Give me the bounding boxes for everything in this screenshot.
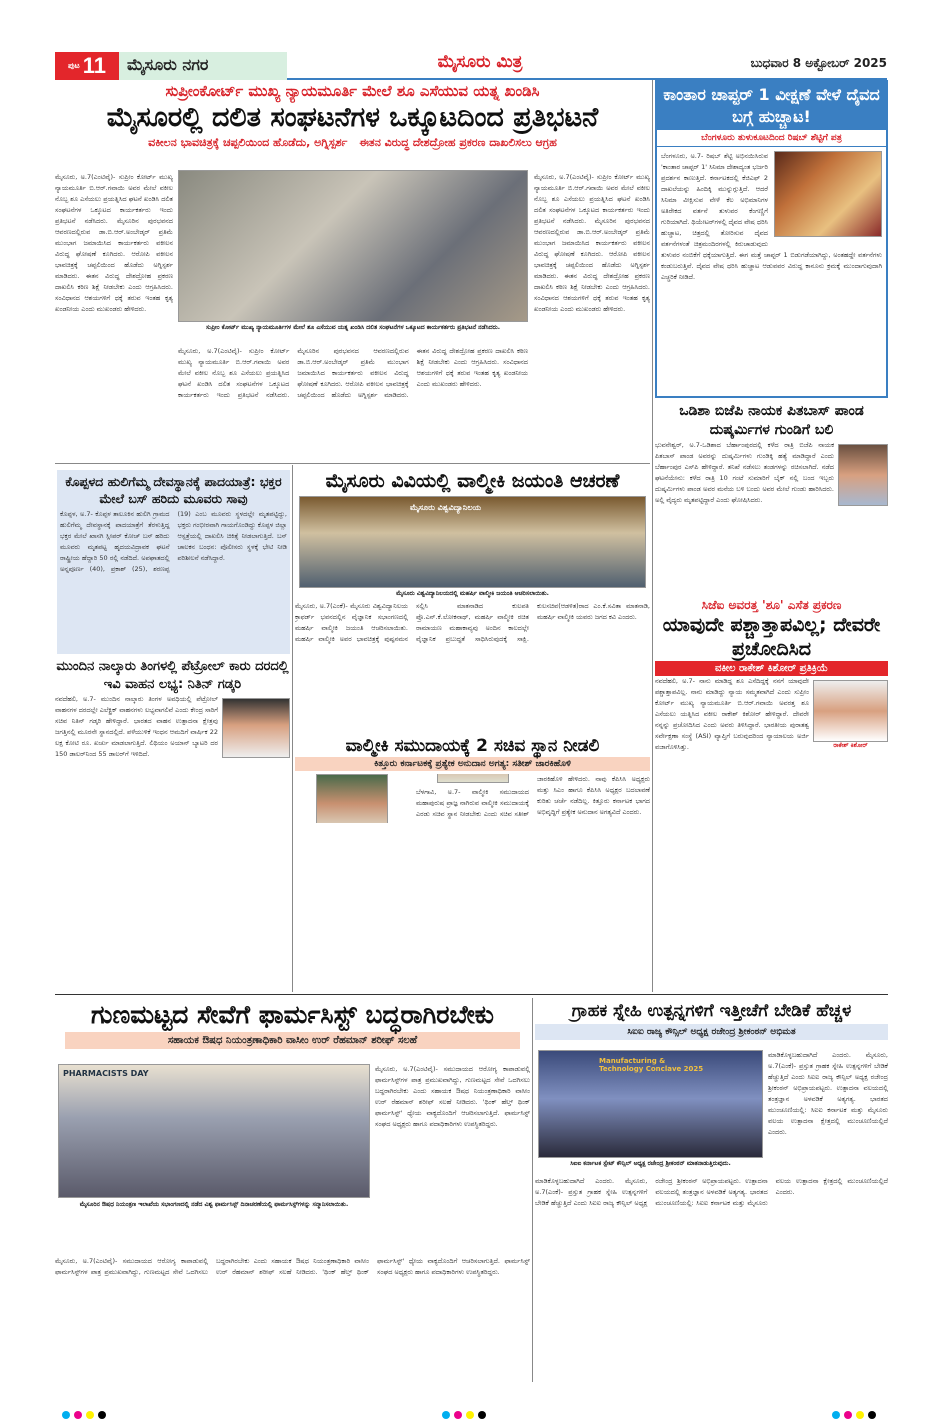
pharmacist-body: ಮೈಸೂರು, ಅ.7(ಎಂಟಿವೈ)- ಸಮುದಾಯದ ಆರೋಗ್ಯ ಕಾಪಾಡುವಲ್ಲಿ ಫಾರ್ಮಸಿಸ್ಟ್‌ಗಳ ಪಾತ್ರ ಪ್ರಮುಖವಾಗಿದ್ದು, ಗುಣಮಟ್ಟದ ಸೇವೆ ಒದಗಿಸಲು ಬದ್ಧರಾಗಿರಬೇಕು ಎಂದು ಸಹಾಯಕ ಔಷಧ ನಿಯಂತ್ರಣಾಧಿಕಾರಿ ವಾಸೀಂ ಉರ್ ರೆಹಮಾನ್ ಶರೀಫ್ ಸಲಹೆ ನೀಡಿದರು. 'ಥಿಂಕ್ ಹೆಲ್ತ್ ಥಿಂಕ್ ಫಾರ್ಮಸಿಸ್ಟ್' ಧ್ಯೇಯ ವಾಕ್ಯದೊಂದಿಗೆ ಆಚರಿಸಲಾಗುತ್ತಿದೆ. ಫಾರ್ಮಸಿಸ್ಟ್ ಸಂಘದ ಅಧ್ಯಕ್ಷರು ಹಾಗೂ ಪದಾಧಿಕಾರಿಗಳು ಉಪಸ್ಥಿತರಿದ್ದರು.	[55, 1257, 530, 1276]
walmiki-samudaya-headline: ವಾಲ್ಮೀಕಿ ಸಮುದಾಯಕ್ಕೆ 2 ಸಚಿವ ಸ್ಥಾನ ನೀಡಲಿ	[345, 736, 600, 756]
pharmacist-headline: ಗುಣಮಟ್ಟದ ಸೇವೆಗೆ ಫಾರ್ಮಸಿಸ್ಟ್ ಬದ್ಧರಾಗಿರಬೇಕು	[91, 1000, 494, 1029]
consumer-body-right: ಮಾಡಿಕೊಳ್ಳಬಹುದಾಗಿದೆ ಎಂದರು. ಮೈಸೂರು, ಅ.7(ಎಂಕೆ)- ಪ್ರಸ್ತುತ ಗ್ರಾಹಕ ಸ್ನೇಹಿ ಉತ್ಪನ್ನಗಳಿಗೆ ಬೇಡಿಕೆ ಹೆಚ್ಚುತ್ತಿದೆ ಎಂದು ಸಿಐಐ ರಾಜ್ಯ ಕೌನ್ಸಿಲ್ ಅಧ್ಯಕ್ಷ ರಜೇಂದ್ರ ಶ್ರೀಕಂಠನ್ ಅಭಿಪ್ರಾಯಪಟ್ಟರು. ಉತ್ಪಾದನಾ ವಲಯದಲ್ಲಿ ತಂತ್ರಜ್ಞಾನ ಅಳವಡಿಕೆ ಅತ್ಯಗತ್ಯ. ಭಾರತದ ಮುಂಚೂಣಿಯಲ್ಲಿ: ಸಿಐಐ ಕರ್ನಾಟಕ ಮತ್ತು ಮೈಸೂರು ವಲಯ ಉತ್ಪಾದನಾ ಕ್ಷೇತ್ರದಲ್ಲಿ ಮುಂಚೂಣಿಯಲ್ಲಿದೆ ಎಂದರು.	[768, 1051, 888, 1136]
walmiki-uni-body: ಮೈಸೂರು, ಅ.7(ಎಂಕೆ)- ಮೈಸೂರು ವಿಶ್ವವಿದ್ಯಾನಿಲಯ ಕ್ರಾಫರ್ಡ್ ಭವನದಲ್ಲಿನ ವೈಜ್ಞಾನಿಕ ಸಭಾಂಗಣದಲ್ಲಿ ಮಹರ್ಷಿ ವಾಲ್ಮೀಕಿ ಜಯಂತಿ ಆಚರಿಸಲಾಯಿತು. ಮಹರ್ಷಿ ವಾಲ್ಮೀಕಿ ಅವರ ಭಾವಚಿತ್ರಕ್ಕೆ ಪುಷ್ಪನಮನ ಸಲ್ಲಿಸಿ ಮಾತನಾಡಿದ ಕುಲಪತಿ ಪ್ರೊ.ಎನ್.ಕೆ.ಲೋಕನಾಥ್, ಮಹರ್ಷಿ ವಾಲ್ಮೀಕಿ ರಚಿತ ರಾಮಾಯಣ ಮಹಾಕಾವ್ಯವು ಅಂದಿನ ಕಾಲದಲ್ಲೇ ವೈಜ್ಞಾನಿಕ ಪ್ರಬುದ್ಧತೆ ಸಾಧಿಸಿರುವುದಕ್ಕೆ ಸಾಕ್ಷಿ. ಕುಲಸಚಿವ(ಆಡಳಿತ)ರಾದ ಎಂ.ಕೆ.ಸವಿತಾ ಮಾತನಾಡಿ, ಮಹರ್ಷಿ ವಾಲ್ಮೀಕಿ ಯವರು ಜಗದ ಕವಿ ಎಂದರು.	[295, 602, 650, 643]
koppal-box	[57, 470, 290, 654]
cii-conclave-photo	[538, 1050, 763, 1158]
lead-body-right: ಮೈಸೂರು, ಅ.7(ಎಂಟಿವೈ)- ಸುಪ್ರೀಂ ಕೋರ್ಟ್ ಮುಖ್ಯ ನ್ಯಾಯಮೂರ್ತಿ ಬಿ.ಆರ್.ಗವಾಯಿ ಅವರ ಮೇಲೆ ವಕೀಲ ನೊಬ್ಬ ಶೂ ಎಸೆಯಲು ಪ್ರಯತ್ನಿಸಿದ ಘಟನೆ ಖಂಡಿಸಿ ದಲಿತ ಸಂಘಟನೆಗಳ ಒಕ್ಕೂಟದ ಕಾರ್ಯಕರ್ತರು ಇಂದು ಪ್ರತಿಭಟನೆ ನಡೆಸಿದರು. ಮೈಸೂರಿನ ಪುರಭವನದ ಆವರಣದಲ್ಲಿರುವ ಡಾ.ಬಿ.ಆರ್.ಅಂಬೇಡ್ಕರ್ ಪ್ರತಿಮೆ ಮುಂಭಾಗ ಜಮಾಯಿಸಿದ ಕಾರ್ಯಕರ್ತರು ವಕೀಲನ ವಿರುದ್ಧ ಘೋಷಣೆ ಕೂಗಿದರು. ಆರೋಪಿ ವಕೀಲನ ಭಾವಚಿತ್ರಕ್ಕೆ ಚಪ್ಪಲಿಯಿಂದ ಹೊಡೆದು ಅಗ್ನಿಸ್ಪರ್ಶ ಮಾಡಿದರು. ಈತನ ವಿರುದ್ಧ ದೇಶದ್ರೋಹ ಪ್ರಕರಣ ದಾಖಲಿಸಿ ಕಠಿಣ ಶಿಕ್ಷೆ ನೀಡಬೇಕು ಎಂದು ಆಗ್ರಹಿಸಿದರು. ಸಂವಿಧಾನದ ಆಶಯಗಳಿಗೆ ಧಕ್ಕೆ ತರುವ ಇಂತಹ ಕೃತ್ಯ ಖಂಡನೀಯ ಎಂದು ಮುಖಂಡರು ಹೇಳಿದರು.	[534, 173, 650, 313]
consumer-caption: ಸಿಐಐ ಕರ್ನಾಟಕ ಸ್ಟೇಟ್ ಕೌನ್ಸಿಲ್ ಅಧ್ಯಕ್ಷ ರಜೇಂದ್ರ ಶ್ರೀಕಂಠನ್ ಮಾತನಾಡುತ್ತಿರುವುದು.	[570, 1160, 731, 1167]
pharmacist-story	[55, 998, 530, 1276]
walmiki-university-story	[295, 468, 650, 719]
rakesh-kishore-photo	[813, 680, 888, 742]
consumer-story	[535, 998, 888, 1207]
cji-subhead: ವಕೀಲ ರಾಕೇಶ್ ಕಿಶೋರ್ ಪ್ರತಿಕ್ರಿಯೆ	[655, 661, 888, 676]
color-registration-marks	[440, 1404, 488, 1423]
gadkari-headline: ಮುಂದಿನ ನಾಲ್ಕಾರು ತಿಂಗಳಲ್ಲಿ ಪೆಟ್ರೋಲ್ ಕಾರು ದರದಲ್ಲಿ ಇವಿ ವಾಹನ ಲಭ್ಯ: ನಿತಿನ್ ಗಡ್ಕರಿ	[56, 659, 289, 692]
nitin-gadkari-photo	[222, 698, 290, 758]
issue-date: ಬುಧವಾರ 8 ಅಕ್ಟೋಬರ್ 2025	[750, 56, 887, 70]
color-registration-marks	[830, 1404, 878, 1423]
lead-bullet-2: ಈತನ ವಿರುದ್ಧ ದೇಶದ್ರೋಹ ಪ್ರಕರಣ ದಾಖಲಿಸಲು ಆಗ್ರಹ	[359, 136, 557, 149]
cji-headline: ಯಾವುದೇ ಪಶ್ಚಾತ್ತಾಪವಿಲ್ಲ; ದೇವರೇ ಪ್ರಚೋದಿಸಿದ	[662, 614, 881, 660]
photo-banner: Manufacturing & Technology Conclave 2025	[599, 1057, 704, 1073]
odisha-body: ಭುವನೇಶ್ವರ್, ಅ.7-ಒಡಿಶಾದ ಬೆರ್ಹಾಂಪುರದಲ್ಲಿ ಕಳೆದ ರಾತ್ರಿ ಬಿಜೆಪಿ ನಾಯಕ ಪಿತಬಾಸ್ ಪಾಂಡ ಅವರನ್ನು ದುಷ್ಕರ್ಮಿಗಳು ಗುಂಡಿಕ್ಕಿ ಹತ್ಯೆ ಮಾಡಿದ್ದಾರೆ ಎಂದು ಬೆರ್ಹಾಂಪುರ ಎಸ್‌ಪಿ ಹೇಳಿದ್ದಾರೆ. ತನಿಖೆ ನಡೆಸಲು ತಂಡಗಳನ್ನು ರಚಿಸಲಾಗಿದೆ. ನಡೆದ ಘಟನೆಯೇನು: ಕಳೆದ ರಾತ್ರಿ 10 ಗಂಟೆ ಸುಮಾರಿಗೆ ಬೈಕ್ ನಲ್ಲಿ ಬಂದ ಇಬ್ಬರು ದುಷ್ಕರ್ಮಿಗಳು ಪಾಂಡ ಅವರ ಮನೆಯ ಬಳಿ ಬಂದು ಅವರ ಮೇಲೆ ಗುಂಡು ಹಾರಿಸಿದರು. ಅಲ್ಲಿ ವೈದ್ಯರು ಮೃತಪಟ್ಟಿದ್ದಾರೆ ಎಂದು ಘೋಷಿಸಿದರು.	[655, 441, 834, 504]
photo-name: ರಾಕೇಶ್ ಕಿಶೋರ್	[833, 742, 868, 749]
walmiki-uni-photo	[299, 496, 646, 588]
kantara-subhead: ಬೆಂಗಳೂರು ತುಳುಕೂಟದಿಂದ ರಿಷಬ್ ಶೆಟ್ಟಿಗೆ ಪತ್ರ	[657, 130, 886, 147]
consumer-headline: ಗ್ರಾಹಕ ಸ್ನೇಹಿ ಉತ್ಪನ್ನಗಳಿಗೆ ಇತ್ತೀಚೆಗೆ ಬೇಡಿಕೆ ಹೆಚ್ಚಳ	[571, 1001, 852, 1021]
walmiki-samudaya-body: ಬೆಳಗಾವಿ, ಅ.7- ವಾಲ್ಮೀಕಿ ಸಮುದಾಯದ ಮಹಾಪುರುಷ ಪ್ರಾಜ್ಞ ನಾಗಿರುವ ವಾಲ್ಮೀಕಿ ಸಮುದಾಯಕ್ಕೆ ಎರಡು ಸಚಿವ ಸ್ಥಾನ ನೀಡಬೇಕು ಎಂದು ಸಚಿವ ಸತೀಶ್ ಜಾರಕಿಹೊಳಿ ಹೇಳಿದರು. ನಾವು ಕೆಪಿಸಿಸಿ ಅಧ್ಯಕ್ಷರು ಮತ್ತು ಸಿಎಂ ಹಾಗೂ ಕೆಪಿಸಿಸಿ ಅಧ್ಯಕ್ಷರ ಬದಲಾವಣೆ ಕುರಿತು ಚರ್ಚೆ ನಡೆದಿಲ್ಲ. ಕಿತ್ತೂರು ಕರ್ನಾಟಕ ಭಾಗದ ಅಭಿವೃದ್ಧಿಗೆ ಪ್ರತ್ಯೇಕ ಅನುದಾನ ಅಗತ್ಯವಿದೆ ಎಂದರು.	[416, 775, 650, 819]
column-divider	[532, 998, 533, 1382]
kantara-box	[655, 80, 888, 398]
lead-body-mid: ಮೈಸೂರು, ಅ.7(ಎಂಟಿವೈ)- ಸುಪ್ರೀಂ ಕೋರ್ಟ್ ಮುಖ್ಯ ನ್ಯಾಯಮೂರ್ತಿ ಬಿ.ಆರ್.ಗವಾಯಿ ಅವರ ಮೇಲೆ ವಕೀಲ ನೊಬ್ಬ ಶೂ ಎಸೆಯಲು ಪ್ರಯತ್ನಿಸಿದ ಘಟನೆ ಖಂಡಿಸಿ ದಲಿತ ಸಂಘಟನೆಗಳ ಒಕ್ಕೂಟದ ಕಾರ್ಯಕರ್ತರು ಇಂದು ಪ್ರತಿಭಟನೆ ನಡೆಸಿದರು. ಮೈಸೂರಿನ ಪುರಭವನದ ಆವರಣದಲ್ಲಿರುವ ಡಾ.ಬಿ.ಆರ್.ಅಂಬೇಡ್ಕರ್ ಪ್ರತಿಮೆ ಮುಂಭಾಗ ಜಮಾಯಿಸಿದ ಕಾರ್ಯಕರ್ತರು ವಕೀಲನ ವಿರುದ್ಧ ಘೋಷಣೆ ಕೂಗಿದರು. ಆರೋಪಿ ವಕೀಲನ ಭಾವಚಿತ್ರಕ್ಕೆ ಚಪ್ಪಲಿಯಿಂದ ಹೊಡೆದು ಅಗ್ನಿಸ್ಪರ್ಶ ಮಾಡಿದರು. ಈತನ ವಿರುದ್ಧ ದೇಶದ್ರೋಹ ಪ್ರಕರಣ ದಾಖಲಿಸಿ ಕಠಿಣ ಶಿಕ್ಷೆ ನೀಡಬೇಕು ಎಂದು ಆಗ್ರಹಿಸಿದರು. ಸಂವಿಧಾನದ ಆಶಯಗಳಿಗೆ ಧಕ್ಕೆ ತರುವ ಇಂತಹ ಕೃತ್ಯ ಖಂಡನೀಯ ಎಂದು ಮುಖಂಡರು ಹೇಳಿದರು.	[178, 347, 528, 399]
odisha-story	[655, 402, 888, 580]
walmiki-samudaya-story	[295, 735, 650, 996]
photo-banner: PHARMACISTS DAY	[63, 1069, 149, 1078]
koppal-body: ಕೊಪ್ಪಳ, ಅ.7- ಕೊಪ್ಪಳ ತಾಲೂಕಿನ ಹುಲಿಗಿ ಗ್ರಾಮದ ಹುಲಿಗೆಮ್ಮ ದೇವಸ್ಥಾನಕ್ಕೆ ಪಾದಯಾತ್ರೆಗೆ ತೆರಳುತ್ತಿದ್ದ ಭಕ್ತರ ಮೇಲೆ ಖಾಸಗಿ ಸ್ಲೀಪರ್ ಕೋಚ್ ಬಸ್ ಹರಿದು ಮೂವರು ಮೃತಪಟ್ಟ ಹೃದಯವಿದ್ರಾವಕ ಘಟನೆ ರಾಷ್ಟ್ರೀಯ ಹೆದ್ದಾರಿ 50 ರಲ್ಲಿ ನಡೆದಿದೆ. ಅಪಘಾತದಲ್ಲಿ ಅನ್ನಪೂರ್ಣ (40), ಪ್ರಕಾಶ್ (25), ಶರಣಪ್ಪ (19) ಎಂಬ ಮೂವರು ಸ್ಥಳದಲ್ಲೇ ಮೃತಪಟ್ಟಿದ್ದು, ಭಕ್ತರು ಗಂಭೀರವಾಗಿ ಗಾಯಗೊಂಡಿದ್ದು ಕೊಪ್ಪಳ ಜಿಲ್ಲಾ ಆಸ್ಪತ್ರೆಯಲ್ಲಿ ದಾಖಲಿಸಿ ಚಿಕಿತ್ಸೆ ನೀಡಲಾಗುತ್ತಿದೆ. ಬಸ್ ಚಾಲಕನ ಬಂಧನ: ಪೊಲೀಸರು ಸ್ಥಳಕ್ಕೆ ಭೇಟಿ ನೀಡಿ ಪರಿಶೀಲನೆ ನಡೆಸಿದ್ದಾರೆ.	[60, 510, 287, 573]
masthead-logo: ಮೈಸೂರು ಮಿತ್ರ	[437, 52, 523, 72]
lead-headline: ಮೈಸೂರಲ್ಲಿ ದಲಿತ ಸಂಘಟನೆಗಳ ಒಕ್ಕೂಟದಿಂದ ಪ್ರತಿಭಟನೆ	[106, 102, 599, 133]
kantara-headline: ಕಾಂತಾರ ಚಾಪ್ಟರ್ 1 ವೀಕ್ಷಣೆ ವೇಳೆ ದೈವದ ಬಗ್ಗೆ ಹುಚ್ಚಾಟ!	[657, 82, 886, 130]
odisha-headline: ಒಡಿಶಾ ಬಿಜೆಪಿ ನಾಯಕ ಪಿತಬಾಸ್ ಪಾಂಡ ದುಷ್ಕರ್ಮಿಗಳ ಗುಂಡಿಗೆ ಬಲಿ	[679, 403, 864, 438]
lead-subheads	[55, 136, 650, 150]
kantara-daiva-photo	[774, 151, 882, 237]
walmiki-uni-headline: ಮೈಸೂರು ವಿವಿಯಲ್ಲಿ ವಾಲ್ಮೀಕಿ ಜಯಂತಿ ಆಚರಣೆ	[325, 470, 620, 492]
page-number-badge	[55, 52, 119, 80]
kantara-body: ಬೆಂಗಳೂರು, ಅ.7- ರಿಷಬ್ ಶೆಟ್ಟಿ ಅಭಿನಯಿಸಿರುವ 'ಕಾಂತಾರ ಚಾಪ್ಟರ್ 1' ಸಿನಿಮಾ ದೇಶಾದ್ಯಂತ ಭರ್ಜರಿ ಪ್ರದರ್ಶನ ಕಾಣುತ್ತಿದೆ. ಕರ್ನಾಟಕದಲ್ಲಿ ಕೆಜಿಎಫ್ 2 ದಾಖಲೆಯನ್ನು ಹಿಂದಿಕ್ಕಿ ಮುನ್ನುಗ್ಗುತ್ತಿದೆ. ಆದರೆ ಸಿನಿಮಾ ವೀಕ್ಷಿಸುವ ವೇಳೆ ಕೆಲ ಅಭಿಮಾನಿಗಳ ಅತಿರೇಕದ ವರ್ತನೆ ತುಳುವರ ಕೆಂಗಣ್ಣಿಗೆ ಗುರಿಯಾಗಿದೆ. ಥಿಯೇಟರ್‌ಗಳಲ್ಲಿ ದೈವದ ವೇಷ ಧರಿಸಿ ಹುಚ್ಚಾಟ, ಚಿತ್ರದಲ್ಲಿ ತೋರಿಸುವ ದೈವದ ವರ್ತನೆಗಳಂತೆ ಚಿತ್ರಮಂದಿರಗಳಲ್ಲಿ ಕಿರುಚಾಡುವುದು ತುಳುವರ ನಂಬಿಕೆಗೆ ಧಕ್ಕೆಯಾಗುತ್ತಿದೆ. ಈಗ ಮತ್ತೆ ಚಾಪ್ಟರ್ 1 ಬಿಡುಗಡೆಯಾಗಿದ್ದು, ಅಂತಹದ್ದೇ ವರ್ತನೆಗಳು ಕಂಡುಬರುತ್ತಿವೆ. ದೈವದ ವೇಷ ಧರಿಸಿ ಹುಚ್ಚಾಟ ಆಡುವವರ ವಿರುದ್ಧ ಕಾನೂನು ಕ್ರಮಕ್ಕೆ ಮುಂದಾಗುವುದಾಗಿ ಎಚ್ಚರಿಕೆ ನೀಡಿದೆ.	[661, 152, 882, 281]
pharmacist-day-photo	[58, 1064, 370, 1198]
divider	[55, 463, 650, 464]
lead-kicker: ಸುಪ್ರೀಂಕೋರ್ಟ್ ಮುಖ್ಯ ನ್ಯಾಯಮೂರ್ತಿ ಮೇಲೆ ಶೂ ಎಸೆಯುವ ಯತ್ನ ಖಂಡಿಸಿ	[165, 82, 540, 100]
photo-sign: ಮೈಸೂರು ವಿಶ್ವವಿದ್ಯಾನಿಲಯ	[410, 503, 482, 512]
lead-protest-photo	[178, 170, 528, 322]
color-registration-marks	[60, 1404, 108, 1423]
gadkari-story	[55, 658, 290, 984]
lead-body-left: ಮೈಸೂರು, ಅ.7(ಎಂಟಿವೈ)- ಸುಪ್ರೀಂ ಕೋರ್ಟ್ ಮುಖ್ಯ ನ್ಯಾಯಮೂರ್ತಿ ಬಿ.ಆರ್.ಗವಾಯಿ ಅವರ ಮೇಲೆ ವಕೀಲ ನೊಬ್ಬ ಶೂ ಎಸೆಯಲು ಪ್ರಯತ್ನಿಸಿದ ಘಟನೆ ಖಂಡಿಸಿ ದಲಿತ ಸಂಘಟನೆಗಳ ಒಕ್ಕೂಟದ ಕಾರ್ಯಕರ್ತರು ಇಂದು ಪ್ರತಿಭಟನೆ ನಡೆಸಿದರು. ಮೈಸೂರಿನ ಪುರಭವನದ ಆವರಣದಲ್ಲಿರುವ ಡಾ.ಬಿ.ಆರ್.ಅಂಬೇಡ್ಕರ್ ಪ್ರತಿಮೆ ಮುಂಭಾಗ ಜಮಾಯಿಸಿದ ಕಾರ್ಯಕರ್ತರು ವಕೀಲನ ವಿರುದ್ಧ ಘೋಷಣೆ ಕೂಗಿದರು. ಆರೋಪಿ ವಕೀಲನ ಭಾವಚಿತ್ರಕ್ಕೆ ಚಪ್ಪಲಿಯಿಂದ ಹೊಡೆದು ಅಗ್ನಿಸ್ಪರ್ಶ ಮಾಡಿದರು. ಈತನ ವಿರುದ್ಧ ದೇಶದ್ರೋಹ ಪ್ರಕರಣ ದಾಖಲಿಸಿ ಕಠಿಣ ಶಿಕ್ಷೆ ನೀಡಬೇಕು ಎಂದು ಆಗ್ರಹಿಸಿದರು. ಸಂವಿಧಾನದ ಆಶಯಗಳಿಗೆ ಧಕ್ಕೆ ತರುವ ಇಂತಹ ಕೃತ್ಯ ಖಂಡನೀಯ ಎಂದು ಮುಖಂಡರು ಹೇಳಿದರು.	[55, 173, 173, 313]
column-divider	[652, 80, 653, 992]
lead-photo-caption: ಸುಪ್ರೀಂ ಕೋರ್ಟ್ ಮುಖ್ಯ ನ್ಯಾಯಮೂರ್ತಿಗಳ ಮೇಲೆ ಶೂ ಎಸೆಯುವ ಯತ್ನ ಖಂಡಿಸಿ ದಲಿತ ಸಂಘಟನೆಗಳ ಒಕ್ಕೂಟದ ಕಾರ್ಯಕರ್ತರು ಪ್ರತಿಭಟನೆ ನಡೆಸಿದರು.	[205, 324, 501, 331]
cji-body: ನವದೆಹಲಿ, ಅ.7- ನಾನು ಮಾಡಿದ್ದ ಶೂ ಎಸೆದಿದ್ದಕ್ಕೆ ನನಗೆ ಯಾವುದೇ ಪಶ್ಚಾತ್ತಾಪವಿಲ್ಲ. ನಾನು ಮಾಡಿದ್ದು ನ್ಯಾಯ ಸಮ್ಮತವಾಗಿದೆ ಎಂದು ಸುಪ್ರೀಂ ಕೋರ್ಟ್ ಮುಖ್ಯ ನ್ಯಾಯಮೂರ್ತಿ ಬಿ.ಆರ್.ಗವಾಯಿ ಅವರತ್ತ ಶೂ ಎಸೆಯಲು ಯತ್ನಿಸಿದ ವಕೀಲ ರಾಕೇಶ್ ಕಿಶೋರ್ ಹೇಳಿದ್ದಾರೆ. ದೇವರೇ ನನ್ನನ್ನು ಪ್ರಚೋದಿಸಿದ ಎಂದು ಅವರು ತಿಳಿಸಿದ್ದಾರೆ. ಭಾರತೀಯ ಪುರಾತತ್ವ ಸರ್ವೇಕ್ಷಣಾ ಸಂಸ್ಥೆ (ASI) ವ್ಯಾಪ್ತಿಗೆ ಬರುವುದರಿಂದ ನ್ಯಾಯಾಲಯ ಅರ್ಜಿ ವಜಾಗೊಳಿಸಿತ್ತು.	[655, 677, 809, 751]
consumer-body: ಮಾಡಿಕೊಳ್ಳಬಹುದಾಗಿದೆ ಎಂದರು. ಮೈಸೂರು, ಅ.7(ಎಂಕೆ)- ಪ್ರಸ್ತುತ ಗ್ರಾಹಕ ಸ್ನೇಹಿ ಉತ್ಪನ್ನಗಳಿಗೆ ಬೇಡಿಕೆ ಹೆಚ್ಚುತ್ತಿದೆ ಎಂದು ಸಿಐಐ ರಾಜ್ಯ ಕೌನ್ಸಿಲ್ ಅಧ್ಯಕ್ಷ ರಜೇಂದ್ರ ಶ್ರೀಕಂಠನ್ ಅಭಿಪ್ರಾಯಪಟ್ಟರು. ಉತ್ಪಾದನಾ ವಲಯದಲ್ಲಿ ತಂತ್ರಜ್ಞಾನ ಅಳವಡಿಕೆ ಅತ್ಯಗತ್ಯ. ಭಾರತದ ಮುಂಚೂಣಿಯಲ್ಲಿ: ಸಿಐಐ ಕರ್ನಾಟಕ ಮತ್ತು ಮೈಸೂರು ವಲಯ ಉತ್ಪಾದನಾ ಕ್ಷೇತ್ರದಲ್ಲಿ ಮುಂಚೂಣಿಯಲ್ಲಿದೆ ಎಂದರು.	[535, 1177, 888, 1207]
gadkari-body: ನವದೆಹಲಿ, ಅ.7- ಮುಂದಿನ ನಾಲ್ಕಾರು ತಿಂಗಳ ಅವಧಿಯಲ್ಲಿ ಪೆಟ್ರೋಲ್ ವಾಹನಗಳ ದರದಲ್ಲೇ ಎಲೆಕ್ಟ್ರಿಕ್ ವಾಹನಗಳು ಲಭ್ಯವಾಗಲಿವೆ ಎಂದು ಕೇಂದ್ರ ಸಾರಿಗೆ ಸಚಿವ ನಿತಿನ್ ಗಡ್ಕರಿ ಹೇಳಿದ್ದಾರೆ. ಭಾರತದ ವಾಹನ ಉತ್ಪಾದನಾ ಕ್ಷೇತ್ರವು ಜಗತ್ತಿನಲ್ಲಿ ಮೂರನೇ ಸ್ಥಾನದಲ್ಲಿದೆ. ಪಳೆಯುಳಿಕೆ ಇಂಧನ ಆಮದಿಗೆ ವಾರ್ಷಿಕ 22 ಲಕ್ಷ ಕೋಟಿ ರೂ. ಖರ್ಚು ಮಾಡಲಾಗುತ್ತಿದೆ. ಲಿಥಿಯಂ ಅಯಾನ್ ಬ್ಯಾಟರಿ ದರ 150 ಡಾಲರ್‌ನಿಂದ 55 ಡಾಲರ್‌ಗೆ ಇಳಿದಿದೆ.	[55, 695, 218, 758]
pharmacist-caption: ಮೈಸೂರಿನ ಔಷಧ ನಿಯಂತ್ರಣ ಇಲಾಖೆಯ ಸಭಾಂಗಣದಲ್ಲಿ ನಡೆದ ವಿಶ್ವ ಫಾರ್ಮಸಿಸ್ಟ್ ದಿನಾಚರಣೆಯಲ್ಲಿ ಫಾರ್ಮಸಿಸ್ಟ್‌ಗಳನ್ನು ಸನ್ಮಾನಿಸಲಾಯಿತು.	[79, 1201, 349, 1208]
cji-story	[655, 598, 888, 966]
pharmacist-subhead: ಸಹಾಯಕ ಔಷಧ ನಿಯಂತ್ರಣಾಧಿಕಾರಿ ವಾಸೀಂ ಉರ್ ರೆಹಮಾನ್ ಶರೀಫ್ ಸಲಹೆ	[65, 1032, 520, 1049]
koppal-headline: ಕೊಪ್ಪಳದ ಹುಲಿಗೆಮ್ಮ ದೇವಸ್ಥಾನಕ್ಕೆ ಪಾದಯಾತ್ರೆ: ಭಕ್ತರ ಮೇಲೆ ಬಸ್ ಹರಿದು ಮೂವರು ಸಾವು	[65, 474, 282, 506]
walmiki-samudaya-subhead: ಕಿತ್ತೂರು ಕರ್ನಾಟಕಕ್ಕೆ ಪ್ರತ್ಯೇಕ ಅನುದಾನ ಅಗತ್ಯ: ಸತೀಶ್ ಜಾರಕಿಹೊಳಿ	[295, 757, 650, 771]
consumer-subhead: ಸಿಐಐ ರಾಜ್ಯ ಕೌನ್ಸಿಲ್ ಅಧ್ಯಕ್ಷ ರಜೇಂದ್ರ ಶ್ರೀಕಂಠನ್ ಅಭಿಮತ	[535, 1024, 888, 1040]
walmiki-uni-caption: ಮೈಸೂರು ವಿಶ್ವವಿದ್ಯಾನಿಲಯದಲ್ಲಿ ಮಹರ್ಷಿ ವಾಲ್ಮೀಕಿ ಜಯಂತಿ ಆಚರಿಸಲಾಯಿತು.	[396, 590, 549, 597]
cji-kicker: ಸಿಜೆಐ ಅವರತ್ತ 'ಶೂ' ಎಸೆತ ಪ್ರಕರಣ	[701, 598, 842, 612]
walmiki-samudaya-body-wrap	[295, 774, 650, 996]
column-divider	[292, 465, 293, 992]
divider	[55, 994, 888, 995]
page-label: ಪುಟ	[67, 61, 80, 70]
pitabas-panda-photo	[838, 444, 888, 506]
pharmacist-body-right: ಮೈಸೂರು, ಅ.7(ಎಂಟಿವೈ)- ಸಮುದಾಯದ ಆರೋಗ್ಯ ಕಾಪಾಡುವಲ್ಲಿ ಫಾರ್ಮಸಿಸ್ಟ್‌ಗಳ ಪಾತ್ರ ಪ್ರಮುಖವಾಗಿದ್ದು, ಗುಣಮಟ್ಟದ ಸೇವೆ ಒದಗಿಸಲು ಬದ್ಧರಾಗಿರಬೇಕು ಎಂದು ಸಹಾಯಕ ಔಷಧ ನಿಯಂತ್ರಣಾಧಿಕಾರಿ ವಾಸೀಂ ಉರ್ ರೆಹಮಾನ್ ಶರೀಫ್ ಸಲಹೆ ನೀಡಿದರು. 'ಥಿಂಕ್ ಹೆಲ್ತ್ ಥಿಂಕ್ ಫಾರ್ಮಸಿಸ್ಟ್' ಧ್ಯೇಯ ವಾಕ್ಯದೊಂದಿಗೆ ಆಚರಿಸಲಾಗುತ್ತಿದೆ. ಫಾರ್ಮಸಿಸ್ಟ್ ಸಂಘದ ಅಧ್ಯಕ್ಷರು ಹಾಗೂ ಪದಾಧಿಕಾರಿಗಳು ಉಪಸ್ಥಿತರಿದ್ದರು.	[375, 1065, 530, 1128]
kantara-body-wrap	[657, 147, 886, 392]
section-name: ಮೈಸೂರು ನಗರ	[119, 52, 287, 80]
rakesh-kishore-photo-block	[813, 680, 888, 750]
page-number: 11	[82, 53, 106, 78]
lead-story	[55, 82, 650, 150]
lead-bullet-1: ವಕೀಲನ ಭಾವಚಿತ್ರಕ್ಕೆ ಚಪ್ಪಲಿಯಿಂದ ಹೊಡೆದು, ಅಗ್ನಿಸ್ಪರ್ಶ	[148, 136, 348, 149]
